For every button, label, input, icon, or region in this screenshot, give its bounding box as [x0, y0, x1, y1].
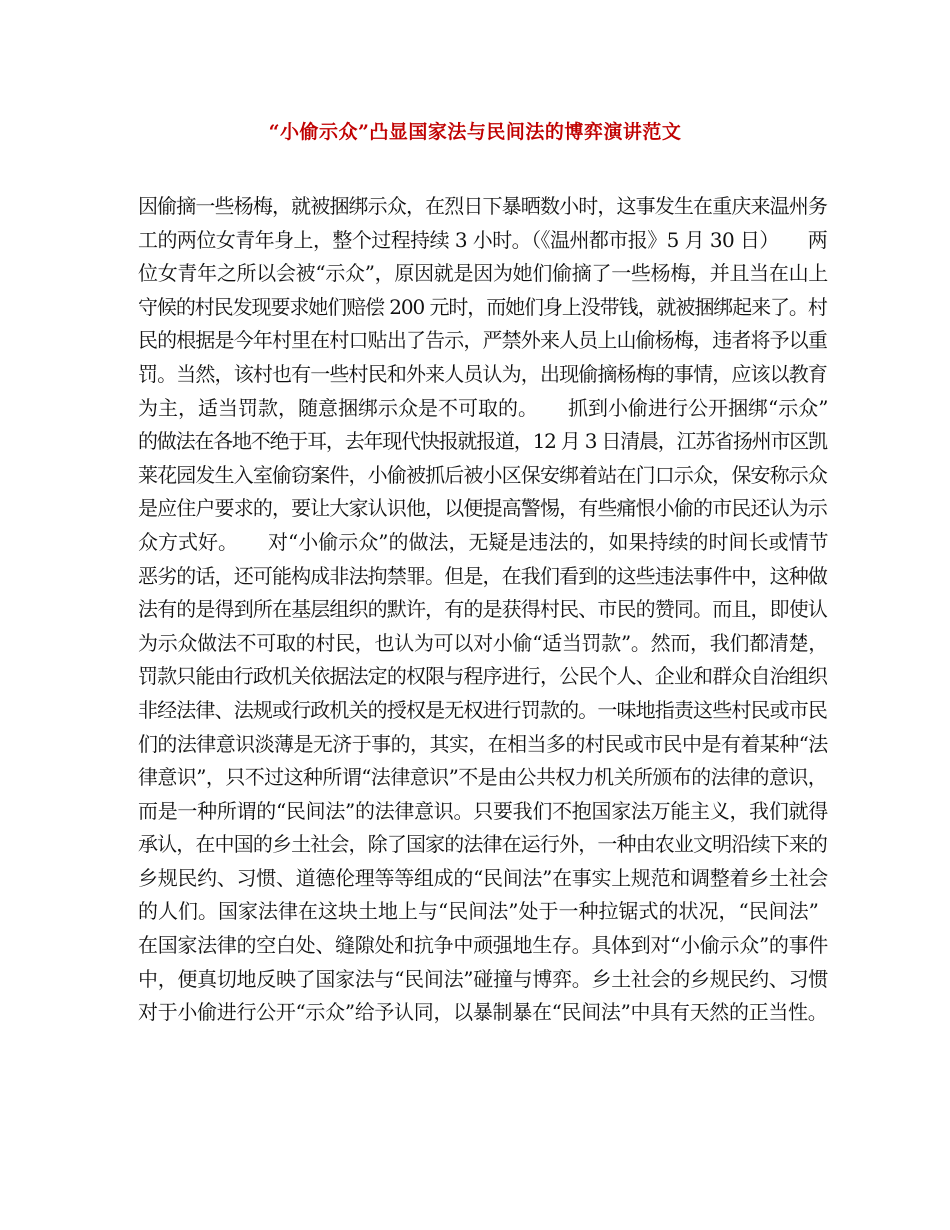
body-line: 承认，在中国的乡土社会，除了国家的法律在运行外，一种由农业文明沿续下来的: [138, 832, 828, 857]
body-line: 对于小偷进行公开“示众”给予认同，以暴制暴在“民间法”中具有天然的正当性。: [138, 1000, 828, 1025]
body-line: 法有的是得到所在基层组织的默许，有的是获得村民、市民的赞同。而且，即使认: [138, 597, 828, 622]
document-body: [138, 190, 828, 1030]
body-line: 为示众做法不可取的村民，也认为可以对小偷“适当罚款”。然而，我们都清楚，: [138, 630, 828, 655]
body-line: 的做法在各地不绝于耳，去年现代快报就报道，12 月 3 日清晨，江苏省扬州市区凯: [138, 429, 827, 454]
body-line: 因偷摘一些杨梅，就被捆绑示众，在烈日下暴晒数小时，这事发生在重庆来温州务: [138, 194, 828, 218]
body-line: 工的两位女青年身上，整个过程持续 3 小时。（《温州都市报》5 月 30 日） 两: [138, 227, 828, 252]
body-line: 罚款只能由行政机关依据法定的权限与程序进行，公民个人、企业和群众自治组织: [138, 664, 828, 689]
body-line: 为主，适当罚款，随意捆绑示众是不可取的。 抓到小偷进行公开捆绑“示众”: [138, 395, 828, 420]
body-line: 众方式好。 对“小偷示众”的做法，无疑是违法的，如果持续的时间长或情节: [138, 529, 828, 554]
body-line: 位女青年之所以会被“示众”，原因就是因为她们偷摘了一些杨梅，并且当在山上: [138, 261, 828, 286]
body-line: 律意识”，只不过这种所谓“法律意识”不是由公共权力机关所颁布的法律的意识，: [138, 765, 828, 790]
body-line: 罚。当然，该村也有一些村民和外来人员认为，出现偷摘杨梅的事情，应该以教育: [138, 361, 828, 386]
body-line: 中，便真切地反映了国家法与“民间法”碰撞与博弈。乡土社会的乡规民约、习惯: [138, 966, 828, 991]
body-line: 恶劣的话，还可能构成非法拘禁罪。但是，在我们看到的这些违法事件中，这种做: [138, 563, 828, 588]
body-line: 守候的村民发现要求她们赔偿 200 元时，而她们身上没带钱，就被捆绑起来了。村: [138, 294, 827, 319]
body-line: 们的法律意识淡薄是无济于事的，其实，在相当多的村民或市民中是有着某种“法: [138, 731, 828, 756]
document-title: “小偷示众”凸显国家法与民间法的博弈演讲范文: [268, 121, 682, 143]
body-line: 是应住户要求的，要让大家认识他，以便提高警惕，有些痛恨小偷的市民还认为示: [138, 496, 828, 521]
body-line: 民的根据是今年村里在村口贴出了告示，严禁外来人员上山偷杨梅，违者将予以重: [138, 328, 828, 353]
body-line: 而是一种所谓的“民间法”的法律意识。只要我们不抱国家法万能主义，我们就得: [138, 798, 828, 823]
body-line: 非经法律、法规或行政机关的授权是无权进行罚款的。一味地指责这些村民或市民: [138, 697, 828, 722]
body-line: 乡规民约、习惯、道德伦理等等组成的“民间法”在事实上规范和调整着乡土社会: [138, 865, 828, 890]
body-line: 的人们。国家法律在这块土地上与“民间法”处于一种拉锯式的状况，“民间法”: [138, 899, 819, 924]
body-line: 莱花园发生入室偷窃案件，小偷被抓后被小区保安绑着站在门口示众，保安称示众: [138, 462, 828, 487]
body-line: 在国家法律的空白处、缝隙处和抗争中顽强地生存。具体到对“小偷示众”的事件: [138, 933, 828, 958]
